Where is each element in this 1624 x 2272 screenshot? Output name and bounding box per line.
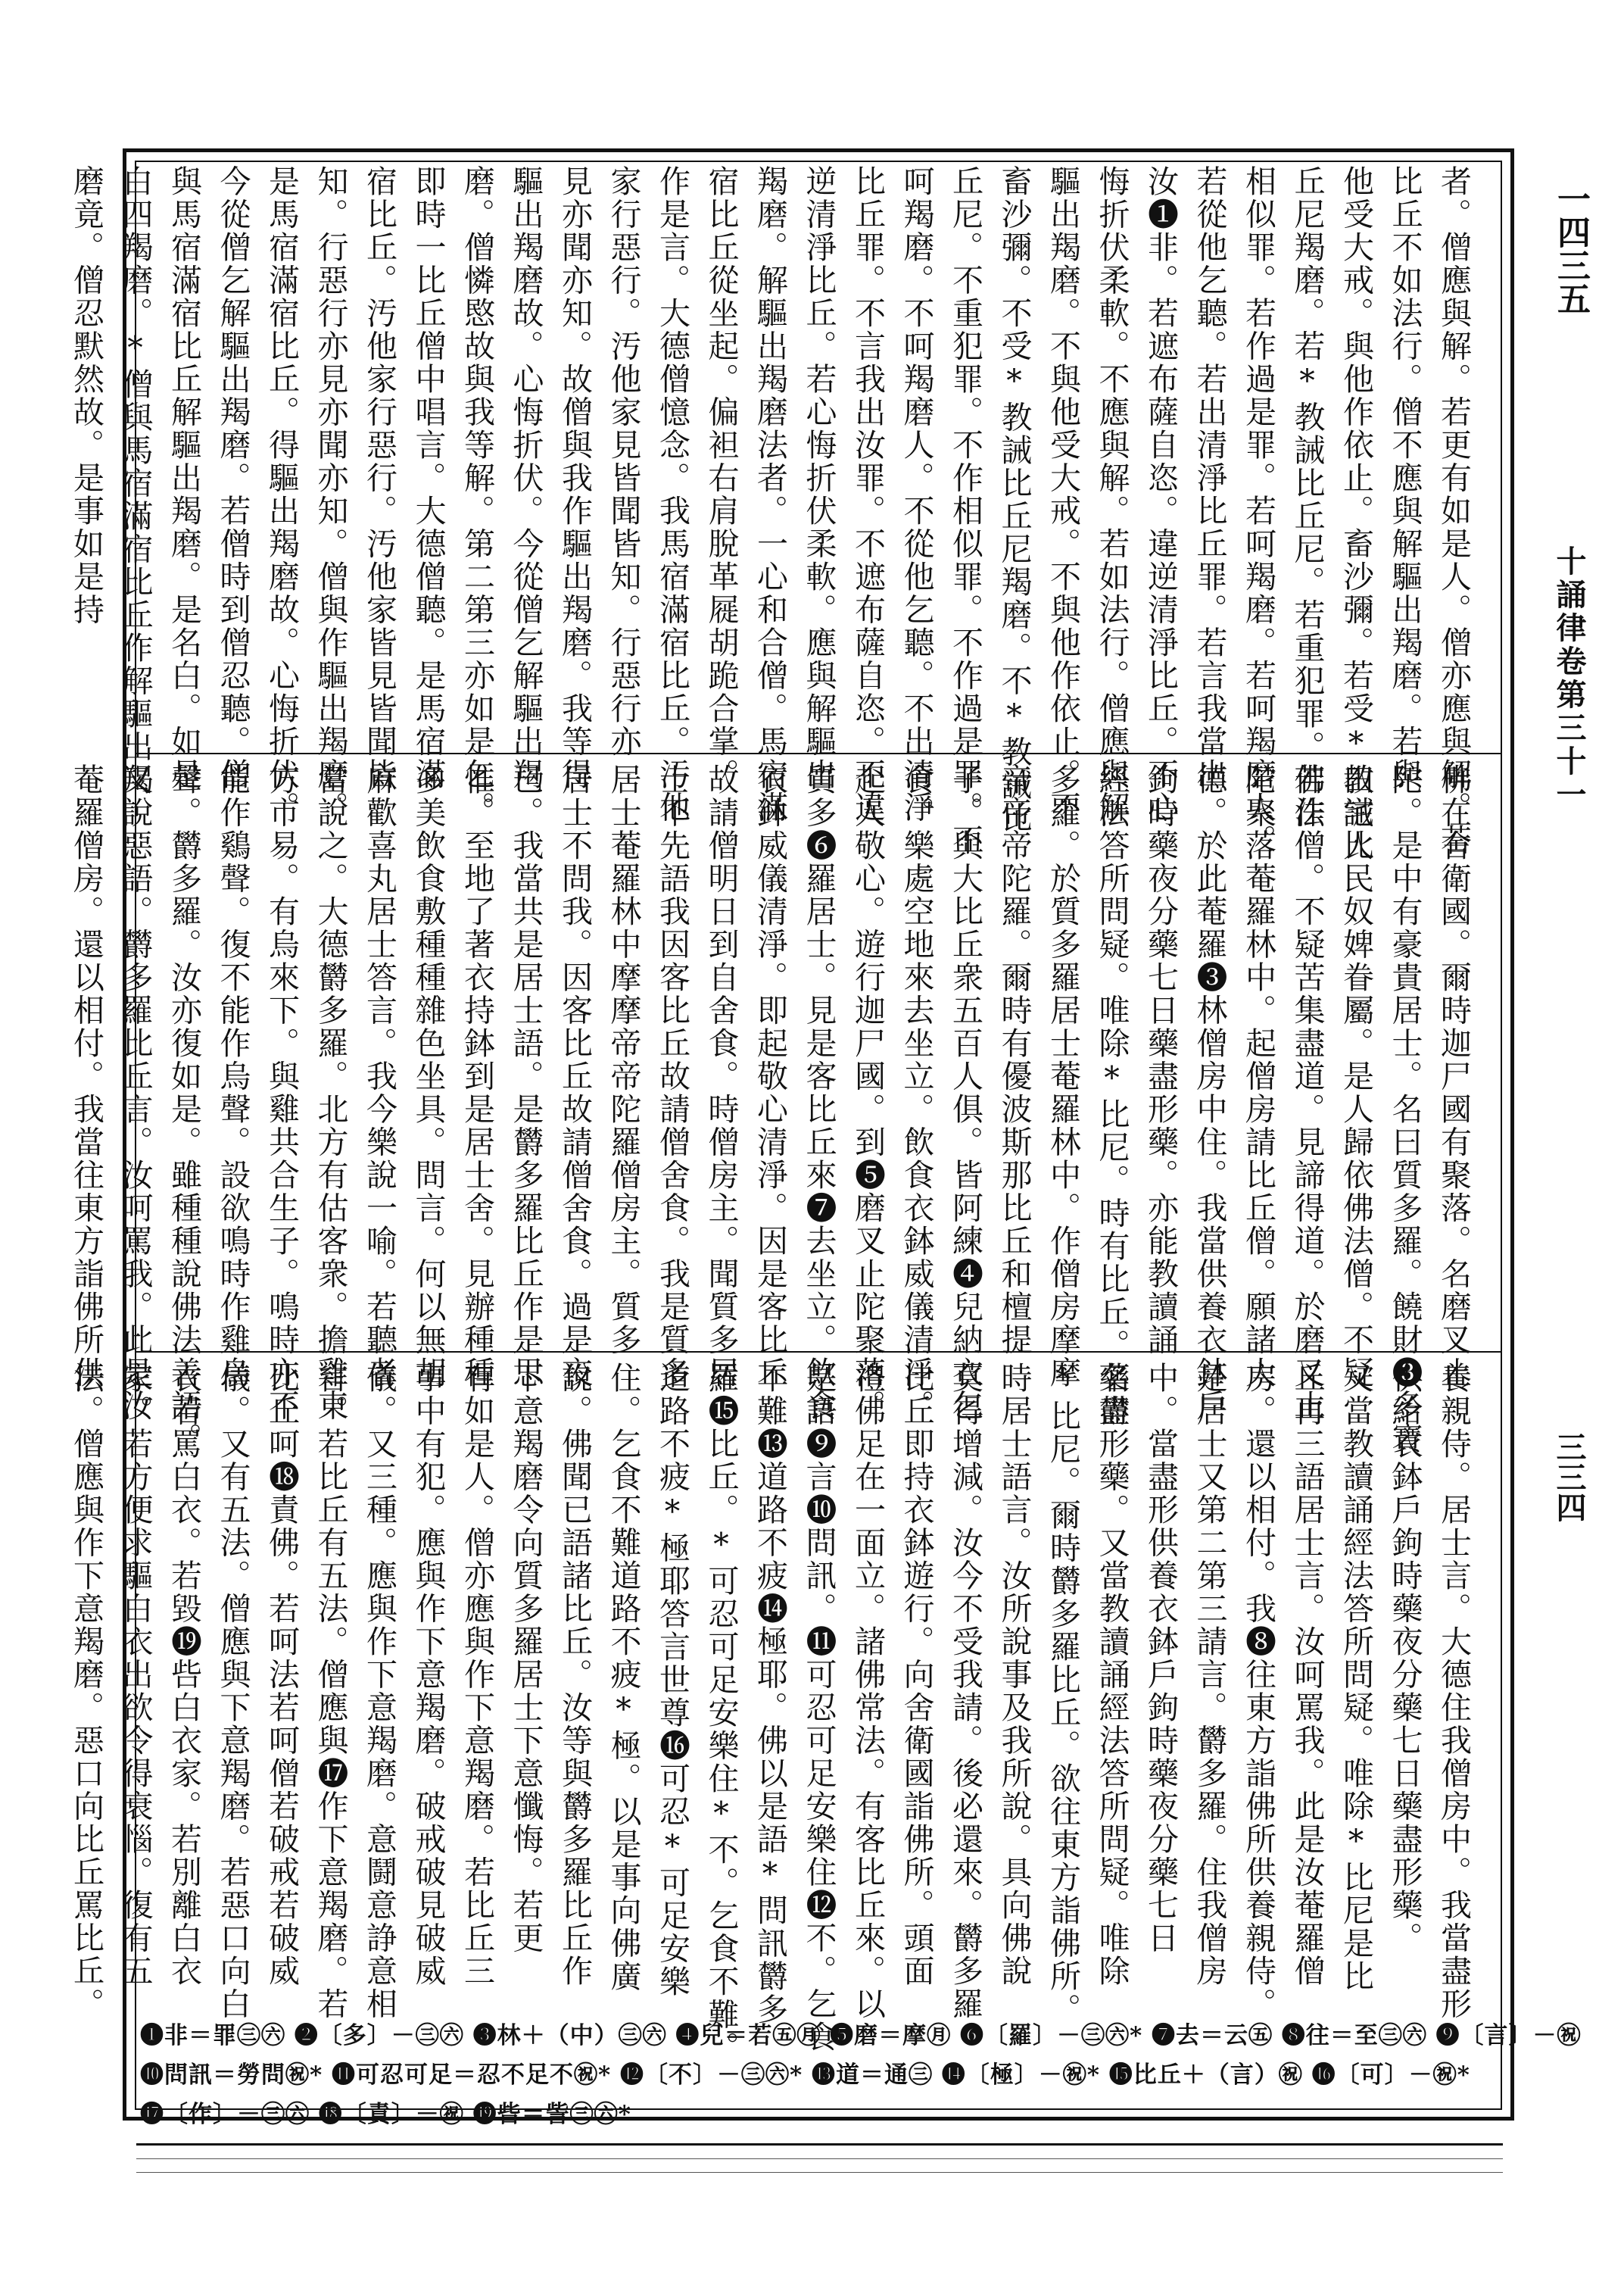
text-column: 見亦聞亦知。故僧與我作驅出羯磨。我等得	[556, 165, 593, 791]
text-column: 家行惡行。汚他家見皆聞皆知。行惡行亦	[605, 165, 642, 758]
bottom-rule-thin	[136, 2172, 1503, 2173]
text-column: 陀聚落菴羅林中。起僧房請比丘僧。願諸大	[1240, 763, 1276, 1390]
text-column: 悔折伏柔軟。不應與解。若如法行。僧應與解	[1093, 165, 1130, 824]
text-column: 畜沙彌。不受*教誡比丘尼羯磨。不*教誡比	[996, 165, 1033, 835]
text-column: 驅出羯磨故。心悔折伏。今從僧乞解驅出羯	[507, 165, 544, 791]
text-column: 今從僧乞解驅出羯磨。若僧時到僧忍聽。僧	[214, 165, 251, 791]
text-column: 士不先語我因客比丘故請僧舍食。我是質多	[654, 763, 690, 1390]
text-column: 下意羯磨令向質多羅居士下意懺悔。若更	[507, 1362, 544, 1955]
text-column: 佛在舍衛國。爾時迦尸國有聚落。名磨叉止	[1435, 763, 1472, 1390]
text-column: 比丘不如法行。僧不應與解驅出羯磨。若與	[1386, 165, 1423, 791]
text-column: 白四羯磨。*僧與馬宿滿宿比丘作解驅出羯	[117, 165, 154, 797]
text-column: 磨。僧憐愍故與我等解。第二第三亦如是乞。	[459, 165, 495, 824]
text-column: 不難⓭道路不疲⓮極耶。佛以是語*問訊欝多	[752, 1362, 788, 2026]
text-column: 德。於此菴羅❸林僧房中住。我當供養衣鉢戶	[1191, 763, 1228, 1422]
text-column: 即時一比丘僧中唱言。大德僧聽。是馬宿滿	[410, 165, 447, 791]
text-column: 宿比丘從坐起。偏袒右肩脫革屣胡跪合掌。	[703, 165, 740, 791]
text-column: 有如是人。僧亦應與作下意羯磨。若比丘三	[459, 1362, 495, 1988]
text-column: 養親侍。居士言。大德住我僧房中。我當盡形	[1435, 1362, 1472, 2021]
text-column: 比丘呵⓲責佛。若呵法若呵僧若破戒若破威	[263, 1362, 300, 1988]
text-column: 知。行惡行亦見亦聞亦知。僧與作驅出羯磨。	[312, 165, 349, 824]
text-column: 丘尼。不重犯罪。不作相似罪。不作過是罪。不	[947, 165, 983, 857]
text-column: 居士不問我。因客比丘故請僧舍食。過是夜	[556, 763, 593, 1390]
text-column: 是馬宿滿宿比丘。得驅出羯磨故。心悔折伏。	[263, 165, 300, 824]
text-column: 居士菴羅林中摩摩帝帝陀羅僧房主。質多	[605, 763, 642, 1356]
band-divider-1	[135, 753, 1502, 754]
text-column: 法。僧應與作下意羯磨。惡口向比丘罵比丘。	[68, 1362, 104, 2021]
text-column: 者。僧應與解。若更有如是人。僧亦應與解。若	[1435, 165, 1472, 857]
text-column: 磨竟。僧忍默然故。是事如是持	[68, 165, 104, 626]
text-column: 作是言。大德僧憶念。我馬宿滿宿比丘。汚他	[654, 165, 690, 824]
volume-title: 十誦律卷第三十一	[1551, 545, 1587, 812]
text-column: 麻歡喜丸居士答言。我今樂說一喻。若聽者	[361, 763, 397, 1390]
text-column: 若從他乞聽。若出清淨比丘罪。若言我當出	[1191, 165, 1228, 791]
text-column: 衣鉢威儀清淨。即起敬心清淨。因是客比丘	[752, 763, 788, 1390]
text-column: 逆清淨比丘。若心悔折伏柔軟。應與解驅出	[800, 165, 837, 791]
text-column: 佛法僧。不疑苦集盡道。見諦得道。於磨叉止	[1289, 763, 1326, 1422]
text-column: 是居士又第二第三請言。欝多羅。住我僧房	[1191, 1362, 1228, 1988]
text-column: 儀。又有五法。僧應與下意羯磨。若惡口向白	[214, 1362, 251, 2021]
text-column: 事中有犯。應與作下意羯磨。破戒破見破威	[410, 1362, 447, 1988]
text-column: 子。與大比丘衆五百人俱。皆阿練❹兒納衣乞	[947, 763, 983, 1422]
text-column: 聲。欝多羅。汝亦復如是。雖種種說佛法善語。	[166, 763, 202, 1456]
text-column: 衣若罵白衣。若毀⓳呰白衣家。若別離白衣	[166, 1362, 202, 1988]
text-column: 中。當盡形供養衣鉢戶鉤時藥夜分藥七日	[1142, 1362, 1179, 1955]
text-column: 與馬宿滿宿比丘解驅出羯磨。是名白。如是	[166, 165, 202, 791]
text-column: 汝❶非。若遮布薩自恣。違逆清淨比丘。不心	[1142, 165, 1179, 824]
text-column: 起人敬心。遊行迦尸國。到❺磨叉止陀聚落。	[849, 763, 886, 1422]
bottom-rule-thin	[136, 2158, 1503, 2159]
text-column: 又說惡語。欝多羅比丘言。汝呵罵我。此是汝	[117, 763, 154, 1422]
text-column: 羅⓯比丘。*可忍可足安樂住*不。乞食不難。	[703, 1362, 740, 2064]
text-column: *比尼。爾時欝多羅比丘。欲往東方詣佛所。	[1045, 1362, 1081, 2026]
text-column: 菴羅僧房。還以相付。我當往東方詣佛所供	[68, 763, 104, 1390]
text-column: 相似罪。若作過是罪。若呵羯磨。若呵羯磨人。	[1240, 165, 1276, 857]
text-column: 是語❾言❿問訊。⓫可忍可足安樂住⓬不。乞食	[800, 1362, 837, 2054]
text-column: 多羅。於質多羅居士菴羅林中。作僧房摩摩	[1045, 763, 1081, 1390]
text-column: 食。樂處空地來去坐立。飲食衣鉢威儀清淨。	[898, 763, 935, 1422]
text-column: 丘再三語居士言。汝呵罵我。此是汝菴羅僧	[1289, 1362, 1326, 1988]
text-band-1	[68, 165, 1478, 863]
text-column: 莫得增減。汝今不受我請。後必還來。欝多羅	[947, 1362, 983, 2021]
text-band-2	[68, 763, 1478, 1456]
text-column: 說。佛聞已語諸比丘。汝等與欝多羅比丘作	[556, 1362, 593, 1988]
text-column: 當說之。大德欝多羅。北方有估客衆。擔雞東	[312, 763, 349, 1422]
text-column: 經法答所問疑。唯除*比尼。時有比丘。名欝	[1093, 763, 1130, 1428]
text-column: 故請僧明日到自舍食。時僧房主。聞質多居	[703, 763, 740, 1390]
text-column: 田宅人民奴婢眷屬。是人歸依佛法僧。不疑	[1338, 763, 1374, 1390]
text-column: 羯磨。解驅出羯磨法者。一心和合僧。馬宿滿	[752, 165, 788, 824]
text-column: 驅出羯磨。不與他受大戒。不與他作依止。不	[1045, 165, 1081, 824]
footnote-line: ⓱〔作〕－㊂㊅ ⓲〔責〕－㊗ ⓳呰＝訾㊂㊅*	[140, 2101, 631, 2128]
text-column: 帝帝帝陀羅。爾時有優波斯那比丘和檀提	[996, 763, 1033, 1356]
text-column: 陀。是中有豪貴居士。名曰質多羅。饒財❸多寶	[1386, 763, 1423, 1456]
text-column: 住。乞食不難道路不疲*極。以是事向佛廣	[605, 1362, 642, 1993]
text-column: 時居士語言。汝所說事及我所說。具向佛說	[996, 1362, 1033, 1988]
text-column: 儀。又三種。應與作下意羯磨。意鬪意諍意相	[361, 1362, 397, 2021]
text-column: 比丘罪。不言我出汝罪。不遮布薩自恣。不違	[849, 165, 886, 824]
text-column: 道路不疲*極耶答言世尊⓰可忍*可足安樂	[654, 1362, 690, 1999]
local-page-number: 三三四	[1551, 1431, 1587, 1522]
text-column: 藥盡形藥。又當教讀誦經法答所問疑。唯除	[1093, 1362, 1130, 1988]
text-column: 已。我當共是居士語。是欝多羅比丘作是思	[507, 763, 544, 1390]
text-column: 禮佛足在一面立。諸佛常法。有客比丘來。以	[849, 1362, 886, 2021]
text-column: 比丘即持衣鉢遊行。向舍衛國詣佛所。頭面	[898, 1362, 935, 1988]
page-number: 一四三五	[1551, 182, 1590, 315]
footnote-line: ❶非＝罪㊂㊅ ❷〔多〕－㊂㊅ ❸林＋（中）㊂㊅ ❹兒＝若㊄㊊ ❺磨＝摩㊊ ❻〔羅〕－㊂㊅* ❼去＝云㊄ ❽往＝至㊂㊅ ❾〔言〕－㊗	[140, 2022, 1582, 2049]
text-column: 多美飲食敷種種雜色坐具。問言。何以無胡	[410, 763, 447, 1390]
text-column: 又當教讀誦經法答所問疑。唯除*比尼是比	[1338, 1362, 1374, 1993]
text-column: 家。若方便求驅白衣出欲令得衰惱。復有五	[117, 1362, 154, 1988]
text-column: 宿比丘。汚他家行惡行。汚他家皆見皆聞皆	[361, 165, 397, 791]
text-column: 鉤時藥夜分藥七日藥盡形藥。亦能教讀誦	[1142, 763, 1179, 1356]
text-column: 方市易。有烏來下。與雞共合生子。鳴時亦不	[263, 763, 300, 1422]
footnote-line: ❿問訊＝勞問㊗* ⓫可忍可足＝忍不足不㊗* ⓬〔不〕－㊂㊅* ⓭道＝通㊂ ⓮〔極〕－㊗* ⓯比丘＋（言）㊗ ⓰〔可〕－㊗*	[140, 2061, 1470, 2089]
text-column: 房。還以相付。我❽往東方詣佛所供養親侍。	[1240, 1362, 1276, 2021]
text-column: 呵羯磨。不呵羯磨人。不從他乞聽。不出清淨	[898, 165, 935, 824]
band-divider-2	[135, 1351, 1502, 1353]
text-column: 惟。至地了著衣持鉢到是居士舍。見辦種種	[459, 763, 495, 1390]
footnotes	[140, 2016, 1582, 2134]
bottom-rule	[136, 2143, 1503, 2146]
text-column: 言。若比丘有五法。僧應與⓱作下意羯磨。若	[312, 1362, 349, 2021]
text-column: 丘尼羯磨。若*教誡比丘尼。若重犯罪。若作	[1289, 165, 1326, 829]
text-column: 供給衣鉢戶鉤時藥夜分藥七日藥盡形藥。	[1386, 1362, 1423, 1955]
text-column: 能作鷄聲。復不能作烏聲。設欲鳴時作雞烏	[214, 763, 251, 1390]
text-column: 他受大戒。與他作依止。畜沙彌。若受*教誡比	[1338, 165, 1374, 863]
text-column: 質多❻羅居士。見是客比丘來❼去坐立。飲食	[800, 763, 837, 1422]
